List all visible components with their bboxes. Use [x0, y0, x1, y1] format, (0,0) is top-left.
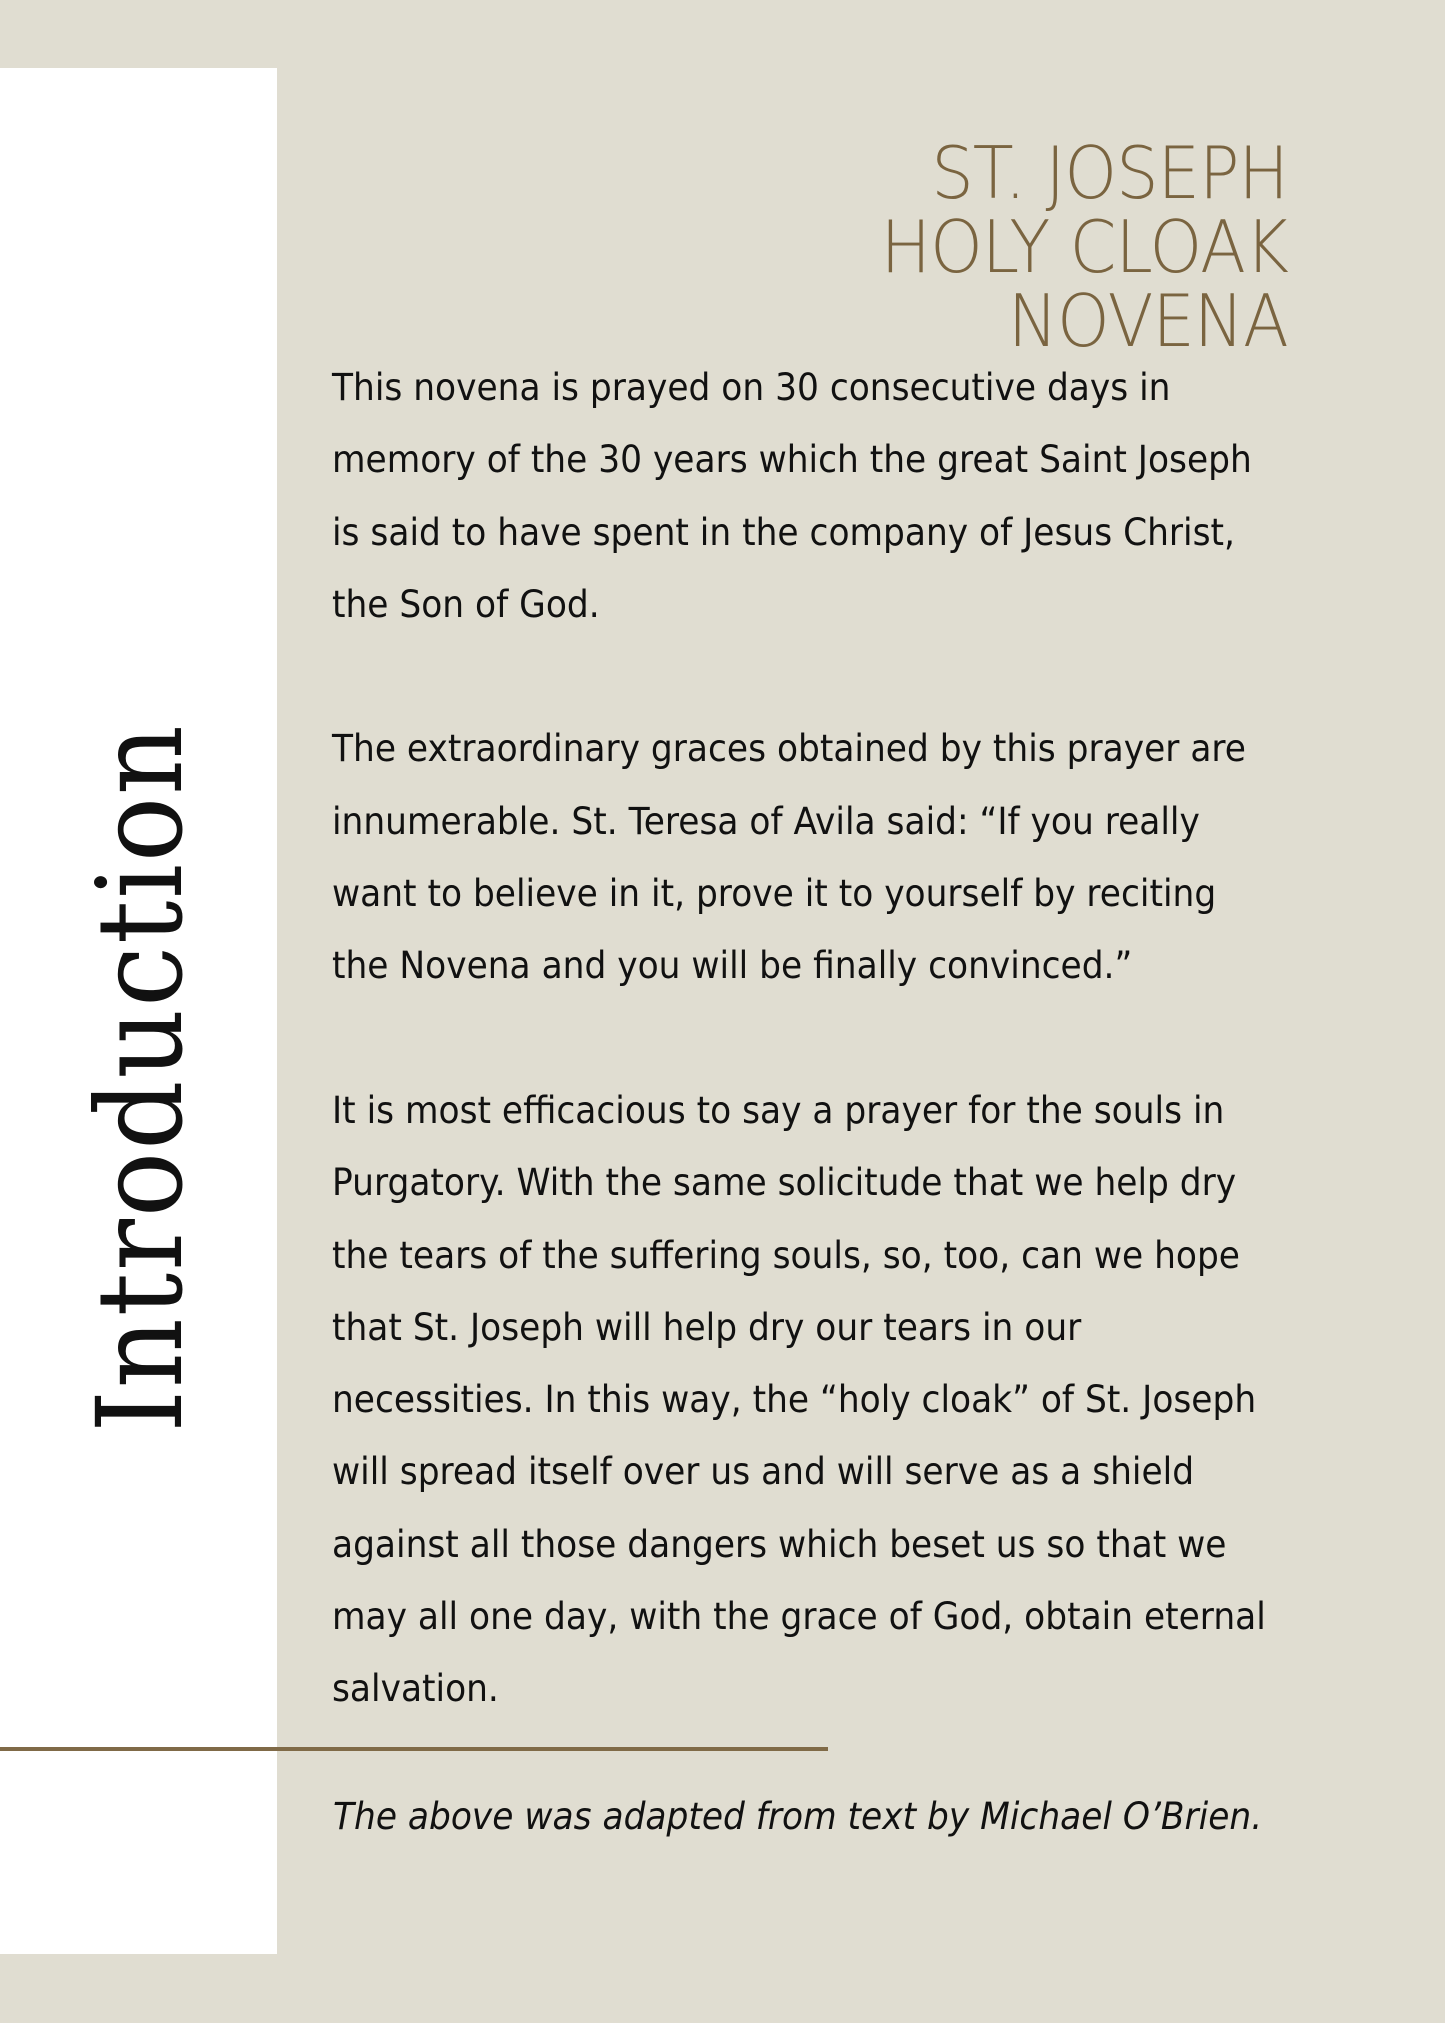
title-line: HOLY CLOAK [880, 205, 1288, 290]
side-heading-text: Introduction [71, 723, 209, 1433]
side-heading-container [0, 648, 277, 1508]
title-line: NOVENA [1007, 279, 1288, 364]
page-title [880, 131, 1288, 364]
side-heading [71, 723, 209, 1433]
paragraph: The extraordinary graces obtained by this prayer are innumerable. St. Teresa of Avila said: “If you really want to believe in it, prove it to yourself by reciting the Novena and you will be finally convinced.” [332, 727, 1246, 988]
paragraph: It is most efficacious to say a prayer for the souls in Purgatory. With the same solicitude that we help dry the tears of the suffering souls, so, too, can we hope that St. Joseph will help dry our tears in our necessities. In this way, the “holy cloak” of St. Joseph will spread itself over us and will serve as a shield against all those dangers which beset us so that we may all one day, with the grace of God, obtain eternal salvation. [332, 1088, 1266, 1711]
paragraph: This novena is prayed on 30 consecutive days in memory of the 30 years which the great Saint Joseph is said to have spent in the company of Jesus Christ, the Son of God. [332, 366, 1252, 626]
side-panel [0, 68, 277, 1954]
body-text [332, 352, 1281, 1726]
attribution: The above was adapted from text by Michael O’Brien. [333, 1795, 1263, 1838]
divider-rule [0, 1747, 828, 1751]
title-line: ST. JOSEPH [931, 131, 1288, 216]
